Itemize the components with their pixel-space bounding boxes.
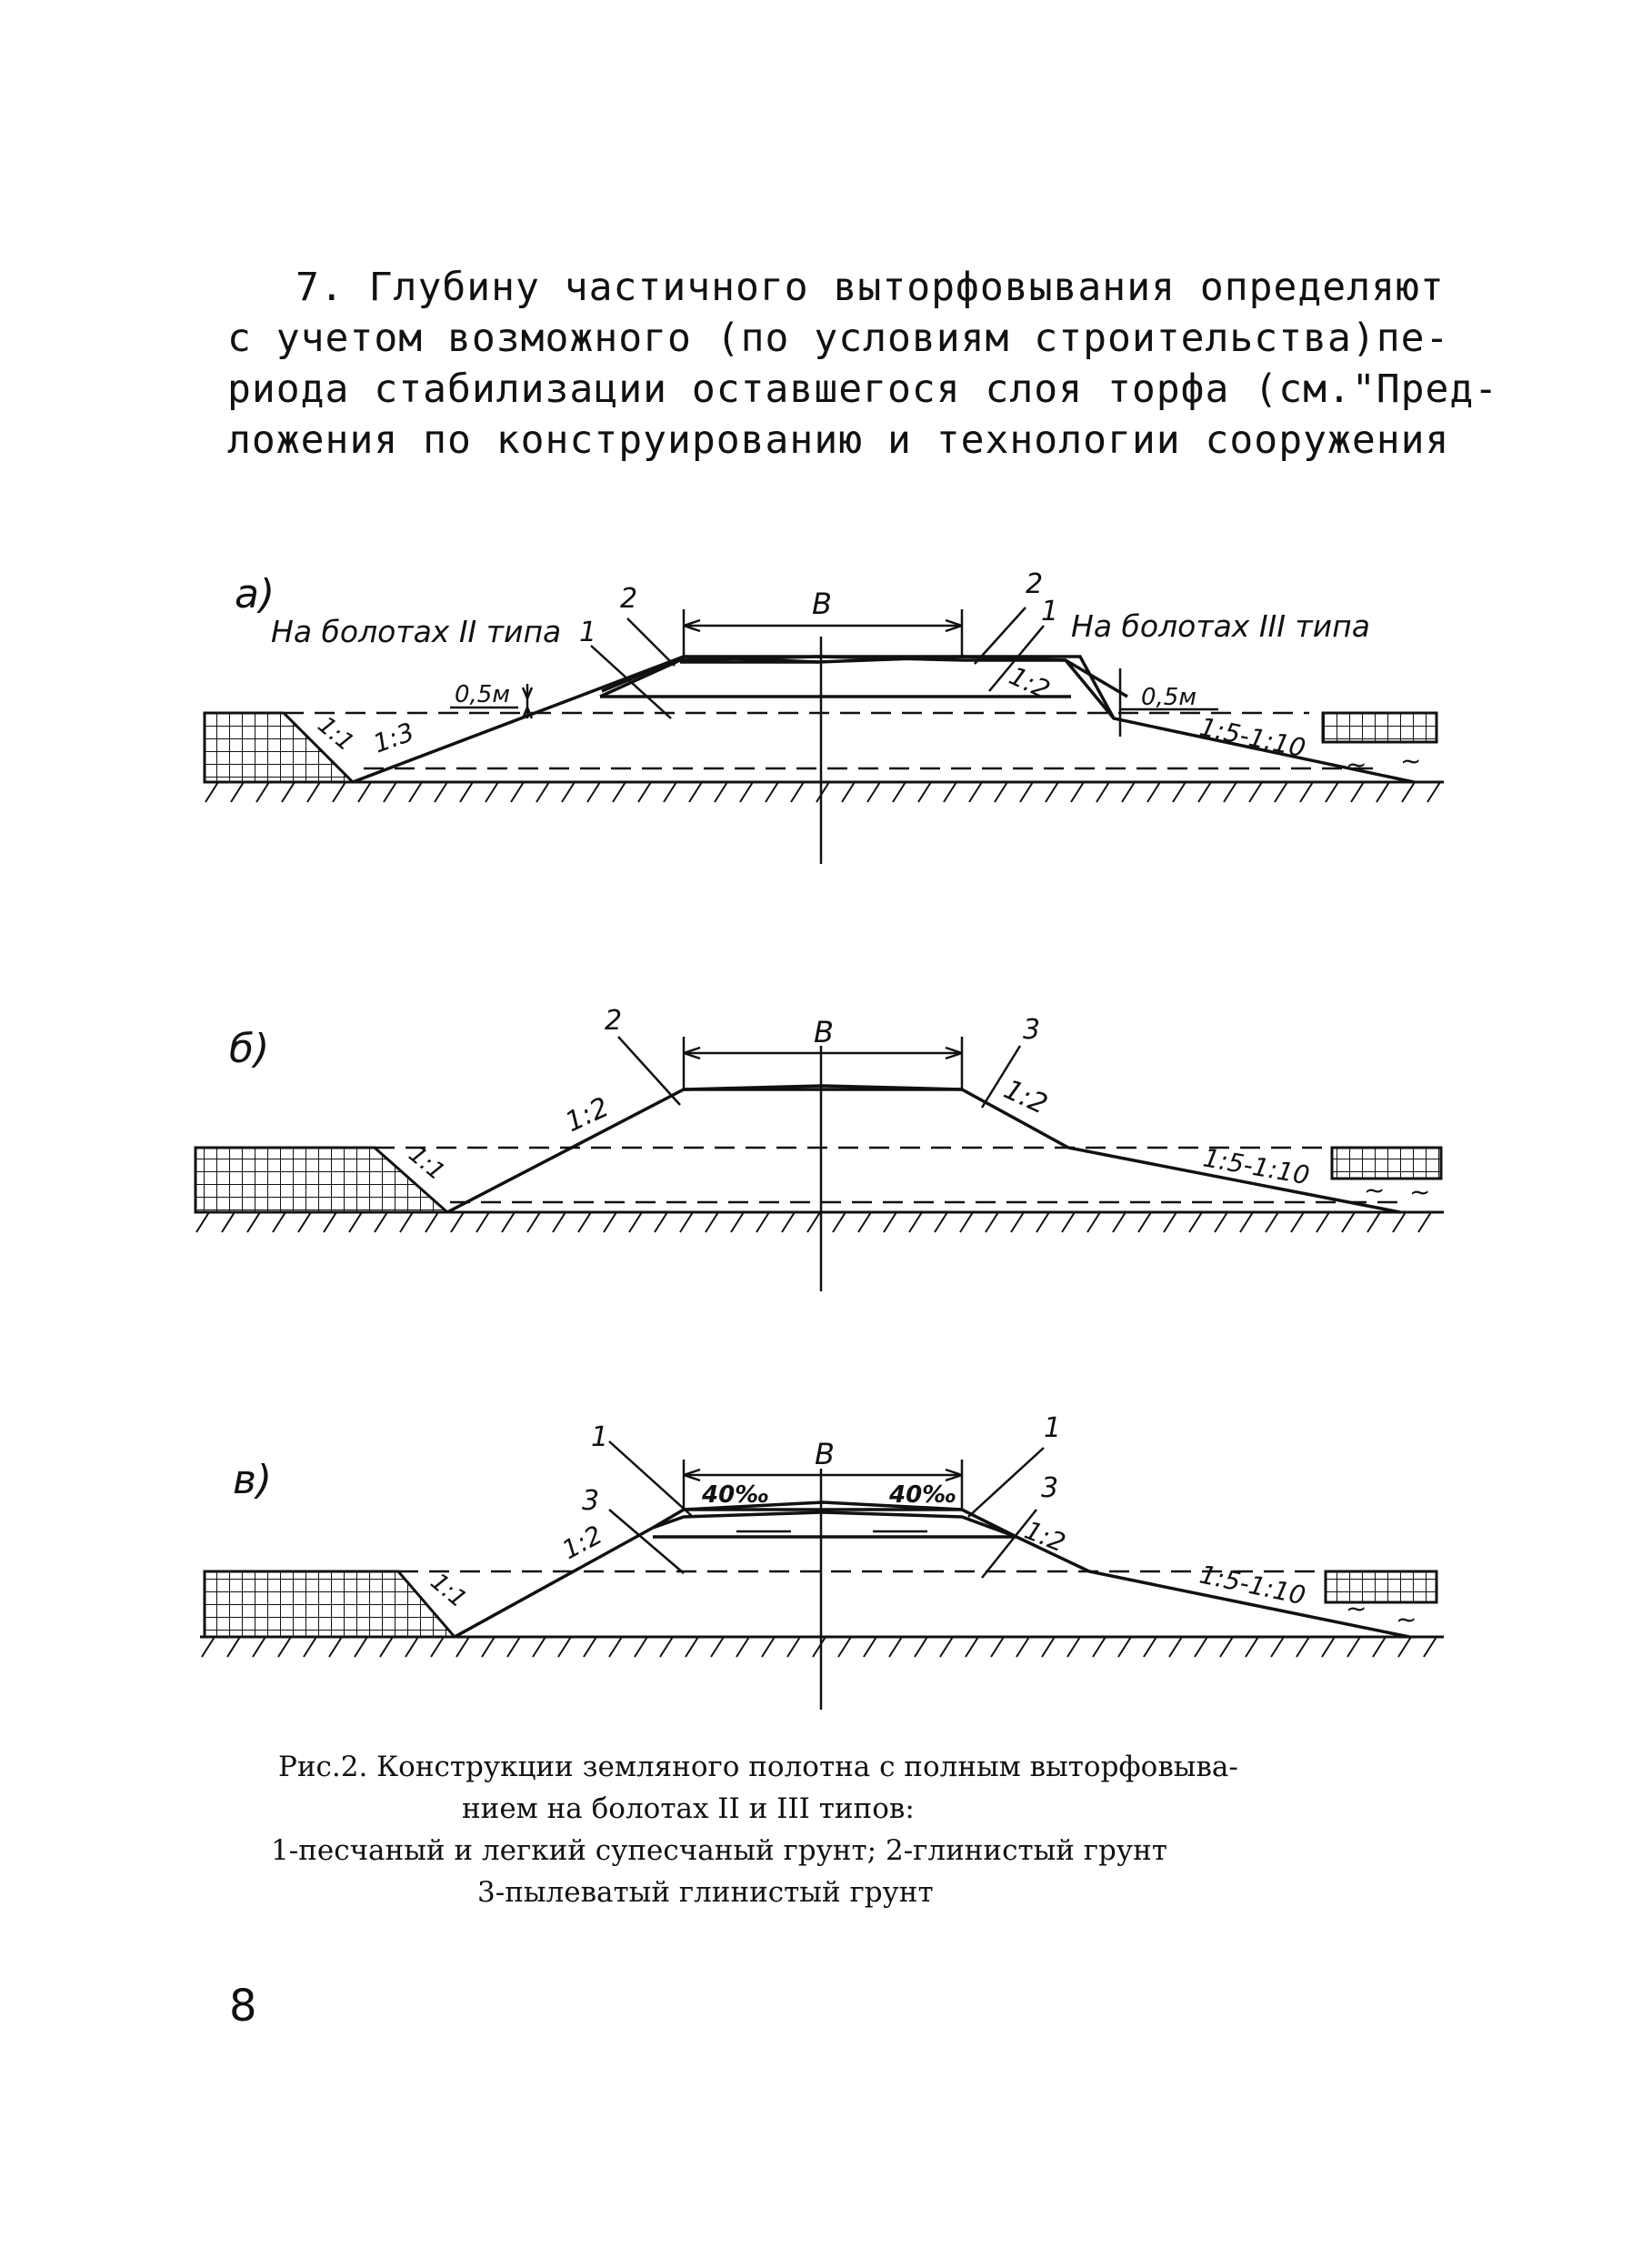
svg-text:~: ~ — [1364, 1175, 1386, 1205]
svg-text:~: ~ — [1396, 1604, 1417, 1634]
figure-b-letter: б) — [229, 1026, 270, 1072]
figure-b — [195, 1005, 1444, 1291]
paragraph-line: риода стабилизации оставшегося слоя торфа (см."Пред- — [227, 366, 1499, 412]
figure-a-dim-left: 0,5м — [455, 681, 510, 708]
figure-v-grade-right: 40‰ — [889, 1481, 956, 1509]
figure-a-num-1-right: 1 — [1041, 596, 1059, 627]
figure-v-slope-left: 1:2 — [556, 1519, 608, 1566]
peat-right — [1323, 713, 1437, 742]
figure-v-slope-right: 1:2 — [1020, 1514, 1070, 1559]
figure-a-slope-peat: 1:1 — [312, 711, 359, 758]
figure-v-letter: в) — [233, 1457, 273, 1503]
figure-a-width: B — [812, 587, 832, 621]
svg-text:~: ~ — [1400, 746, 1422, 776]
figure-a-slope-far: 1:5-1:10 — [1196, 711, 1308, 764]
figure-caption-line: нием на болотах II и III типов: — [462, 1792, 915, 1825]
svg-text:~: ~ — [1346, 1593, 1367, 1623]
figure-a-letter: а) — [235, 571, 275, 617]
peat-right — [1326, 1571, 1437, 1602]
peat-right — [1332, 1148, 1441, 1179]
figure-v-width: B — [815, 1437, 835, 1471]
figure-a-num-2-right: 2 — [1026, 568, 1044, 600]
figure-v-num-3-left: 3 — [582, 1485, 600, 1517]
paragraph-line: ложения по конструированию и технологии сооружения — [227, 417, 1450, 463]
svg-text:~: ~ — [1346, 749, 1367, 779]
figure-a-slope-right: 1:2 — [1005, 660, 1055, 706]
figure-v-slope-far: 1:5-1:10 — [1196, 1559, 1308, 1611]
figure-v-slope-peat: 1:1 — [425, 1568, 472, 1614]
figure-b-num-left: 2 — [605, 1005, 623, 1037]
figure-a-num-2-left: 2 — [620, 583, 638, 615]
figure-a-left-note: На болотах II типа — [271, 614, 562, 649]
peat-left — [205, 1571, 455, 1637]
figure-caption-legend-1-2: 1-песчаный и легкий супесчаный грунт; 2-глинистый грунт — [271, 1834, 1167, 1867]
figure-b-num-right: 3 — [1023, 1014, 1041, 1046]
figure-v — [200, 1412, 1444, 1710]
figure-a-right-note: На болотах III типа — [1071, 608, 1370, 644]
svg-text:~: ~ — [1409, 1177, 1431, 1207]
figure-a — [205, 568, 1444, 864]
paragraph-line: с учетом возможного (по условиям строительства)пе- — [227, 316, 1450, 361]
figure-a-num-1-left: 1 — [579, 617, 597, 648]
figure-v-num-1-left: 1 — [591, 1421, 609, 1453]
figure-b-slope-peat: 1:1 — [403, 1140, 450, 1187]
figure-b-slope-left: 1:2 — [560, 1091, 615, 1139]
figure-b-slope-far: 1:5-1:10 — [1200, 1142, 1312, 1191]
figure-caption-legend-3: 3-пылеватый глинистый грунт — [477, 1876, 934, 1909]
figure-b-width: B — [814, 1015, 834, 1049]
figure-b-slope-right: 1:2 — [998, 1073, 1053, 1121]
page-number: 8 — [229, 1981, 257, 2032]
figure-caption-title: Рис.2. Конструкции земляного полотна с полным выторфовыва- — [278, 1751, 1238, 1783]
figure-v-num-3-right: 3 — [1041, 1472, 1059, 1504]
ground-line — [205, 782, 1444, 802]
figure-v-grade-left: 40‰ — [702, 1481, 769, 1509]
paragraph-line: 7. Глубину частичного выторфовывания определяют — [295, 265, 1445, 310]
figure-a-dim-right: 0,5м — [1141, 684, 1196, 711]
figure-v-num-1-right: 1 — [1044, 1412, 1062, 1444]
figure-a-slope-left: 1:3 — [369, 717, 418, 759]
